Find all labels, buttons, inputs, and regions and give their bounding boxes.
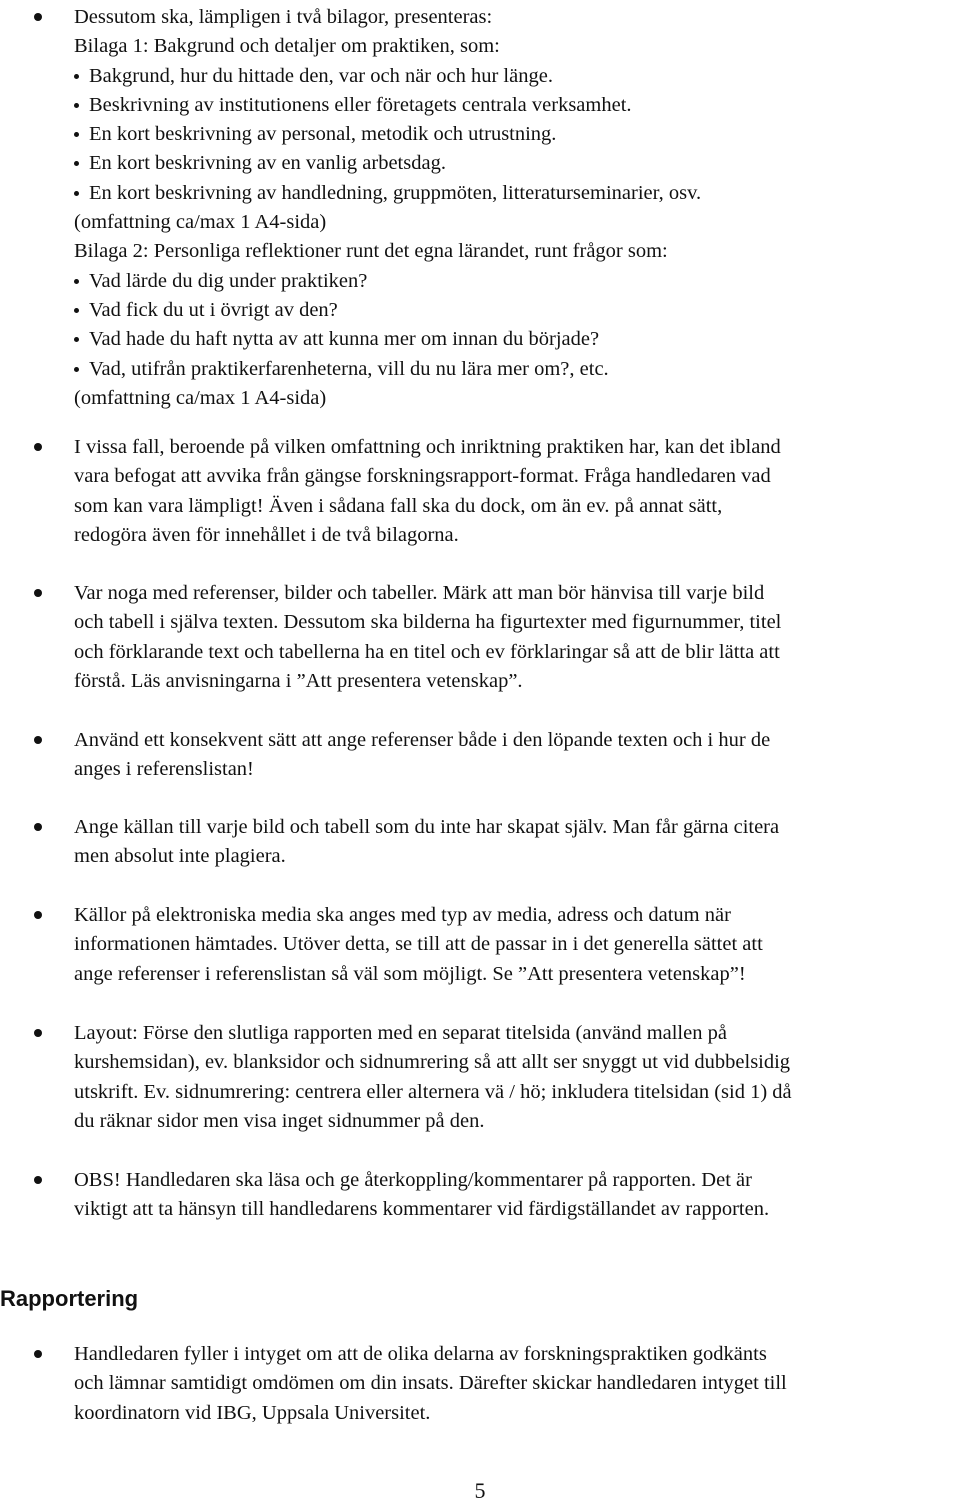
sub-bullet-line bbox=[74, 179, 934, 208]
line-text: Dessutom ska, lämpligen i två bilagor, presenteras: bbox=[74, 6, 493, 28]
text-line bbox=[74, 1019, 934, 1048]
text-line bbox=[74, 579, 934, 608]
line-text: ange referenser i referenslistan så väl som möjligt. Se ”Att presentera vetenskap”! bbox=[74, 962, 746, 985]
bullet-item bbox=[34, 1019, 934, 1136]
line-text: och tabell i själva texten. Dessutom ska bilderna ha figurtexter med figurnummer, titel bbox=[74, 611, 782, 634]
line-text: Ange källan till varje bild och tabell som du inte har skapat själv. Man får gärna citera bbox=[74, 816, 780, 838]
sub-bullet-line bbox=[74, 296, 934, 325]
bullet-icon bbox=[34, 13, 42, 21]
text-line bbox=[74, 1078, 934, 1107]
bullet-text bbox=[74, 1166, 934, 1225]
sub-bullet-line bbox=[74, 149, 934, 178]
line-text: Bakgrund, hur du hittade den, var och när och hur länge. bbox=[89, 64, 553, 87]
bullet-text bbox=[74, 579, 934, 696]
line-text: Var noga med referenser, bilder och tabeller. Märk att man bör hänvisa till varje bild bbox=[74, 582, 765, 604]
sub-bullet-icon bbox=[74, 74, 79, 79]
text-line bbox=[74, 667, 934, 696]
line-text: Layout: Förse den slutliga rapporten med en separat titelsida (använd mallen på bbox=[74, 1022, 727, 1044]
text-line bbox=[74, 960, 934, 989]
sub-bullet-line bbox=[74, 91, 934, 120]
text-line bbox=[74, 1399, 934, 1428]
text-line bbox=[74, 208, 934, 237]
text-line bbox=[74, 433, 934, 462]
bullet-text bbox=[74, 433, 934, 550]
section-heading: Rapportering bbox=[0, 1286, 139, 1311]
text-line bbox=[74, 521, 934, 550]
bullet-icon bbox=[34, 911, 42, 919]
bullet-text bbox=[74, 813, 934, 872]
bullet-text bbox=[74, 3, 934, 413]
line-text: I vissa fall, beroende på vilken omfattning och inriktning praktiken har, kan det ibland bbox=[74, 436, 781, 458]
line-text: Vad fick du ut i övrigt av den? bbox=[89, 298, 338, 321]
sub-bullet-icon bbox=[74, 161, 79, 166]
sub-bullet-line bbox=[74, 267, 934, 296]
line-text: Handledaren fyller i intyget om att de olika delarna av forskningspraktiken godkänts bbox=[74, 1343, 767, 1365]
line-text: vara befogat att avvika från gängse forskningsrapport-format. Fråga handledaren vad bbox=[74, 465, 771, 488]
sub-bullet-icon bbox=[74, 103, 79, 108]
sub-bullet-line bbox=[74, 62, 934, 91]
line-text: (omfattning ca/max 1 A4-sida) bbox=[74, 386, 327, 409]
sub-bullet-icon bbox=[74, 337, 79, 342]
line-text: Källor på elektroniska media ska anges med typ av media, adress och datum när bbox=[74, 904, 731, 926]
sub-bullet-icon bbox=[74, 367, 79, 372]
line-text: Bilaga 2: Personliga reflektioner runt det egna lärandet, runt frågor som: bbox=[74, 240, 668, 263]
line-text: Använd ett konsekvent sätt att ange referenser både i den löpande texten och i hur de bbox=[74, 729, 771, 751]
text-line bbox=[74, 1340, 934, 1369]
text-line bbox=[74, 384, 934, 413]
bullet-icon bbox=[34, 1029, 42, 1037]
line-text: informationen hämtades. Utöver detta, se till att de passar in i det generella sättet att bbox=[74, 933, 763, 956]
text-line bbox=[74, 755, 934, 784]
line-text: viktigt att ta hänsyn till handledarens kommentarer vid färdigställandet av rapporten. bbox=[74, 1198, 770, 1221]
line-text: du räknar sidor men visa inget sidnummer på den. bbox=[74, 1109, 485, 1132]
text-line bbox=[74, 1107, 934, 1136]
text-line bbox=[74, 726, 934, 755]
bullet-item bbox=[34, 1340, 934, 1428]
text-line bbox=[74, 813, 934, 842]
line-text: men absolut inte plagiera. bbox=[74, 845, 286, 868]
bullet-item bbox=[34, 901, 934, 989]
text-line bbox=[74, 842, 934, 871]
bullet-icon bbox=[34, 589, 42, 597]
bullet-item bbox=[34, 813, 934, 872]
line-text: Vad lärde du dig under praktiken? bbox=[89, 269, 368, 292]
line-text: och lämnar samtidigt omdömen om din insats. Därefter skickar handledaren intyget till bbox=[74, 1372, 787, 1395]
bullet-icon bbox=[34, 823, 42, 831]
sub-bullet-line bbox=[74, 325, 934, 354]
text-line bbox=[74, 1048, 934, 1077]
text-line bbox=[74, 1166, 934, 1195]
line-text: (omfattning ca/max 1 A4-sida) bbox=[74, 211, 327, 234]
bullet-text bbox=[74, 1019, 934, 1136]
text-line bbox=[74, 638, 934, 667]
text-line bbox=[74, 1369, 934, 1398]
text-line bbox=[74, 608, 934, 637]
sub-bullet-line bbox=[74, 355, 934, 384]
sub-bullet-icon bbox=[74, 308, 79, 313]
bullet-text bbox=[74, 901, 934, 989]
bullet-item bbox=[34, 726, 934, 785]
line-text: Vad, utifrån praktikerfarenheterna, vill du nu lära mer om?, etc. bbox=[89, 357, 609, 380]
text-line bbox=[74, 901, 934, 930]
text-line bbox=[74, 237, 934, 266]
bullet-item bbox=[34, 433, 934, 550]
text-line bbox=[74, 32, 934, 61]
line-text: Bilaga 1: Bakgrund och detaljer om praktiken, som: bbox=[74, 35, 500, 58]
bullet-item bbox=[34, 579, 934, 696]
bullet-icon bbox=[34, 736, 42, 744]
line-text: redogöra även för innehållet i de två bilagorna. bbox=[74, 523, 459, 546]
text-line bbox=[74, 930, 934, 959]
text-line bbox=[74, 1195, 934, 1224]
line-text: som kan vara lämpligt! Även i sådana fall ska du dock, om än ev. på annat sätt, bbox=[74, 494, 723, 517]
bullet-item bbox=[34, 3, 934, 413]
line-text: En kort beskrivning av en vanlig arbetsdag. bbox=[89, 152, 446, 175]
line-text: Vad hade du haft nytta av att kunna mer om innan du började? bbox=[89, 328, 600, 351]
line-text: koordinatorn vid IBG, Uppsala Universitet. bbox=[74, 1401, 431, 1424]
bullet-text bbox=[74, 1340, 934, 1428]
sub-bullet-icon bbox=[74, 191, 79, 196]
text-line bbox=[74, 462, 934, 491]
line-text: En kort beskrivning av personal, metodik och utrustning. bbox=[89, 123, 557, 146]
bullet-item bbox=[34, 1166, 934, 1225]
text-line bbox=[74, 492, 934, 521]
line-text: Beskrivning av institutionens eller företagets centrala verksamhet. bbox=[89, 93, 632, 116]
sub-bullet-icon bbox=[74, 132, 79, 137]
sub-bullet-icon bbox=[74, 279, 79, 284]
page-number: 5 bbox=[474, 1478, 486, 1503]
bullet-text bbox=[74, 726, 934, 785]
bullet-icon bbox=[34, 1350, 42, 1358]
line-text: kurshemsidan), ev. blanksidor och sidnumrering så att allt ser snyggt ut vid dubbelsidig bbox=[74, 1051, 791, 1074]
bullet-icon bbox=[34, 443, 42, 451]
bullet-icon bbox=[34, 1176, 42, 1184]
text-line bbox=[74, 3, 934, 32]
sub-bullet-line bbox=[74, 120, 934, 149]
line-text: utskrift. Ev. sidnumrering: centrera eller alternera vä / hö; inkludera titelsidan (sid 1) då bbox=[74, 1080, 792, 1103]
line-text: och förklarande text och tabellerna ha en titel och ev förklaringar så att de blir lätta att bbox=[74, 640, 780, 663]
line-text: anges i referenslistan! bbox=[74, 758, 254, 781]
line-text: En kort beskrivning av handledning, gruppmöten, litteraturseminarier, osv. bbox=[89, 181, 702, 204]
line-text: OBS! Handledaren ska läsa och ge återkoppling/kommentarer på rapporten. Det är bbox=[74, 1169, 752, 1191]
line-text: förstå. Läs anvisningarna i ”Att presentera vetenskap”. bbox=[74, 669, 523, 692]
